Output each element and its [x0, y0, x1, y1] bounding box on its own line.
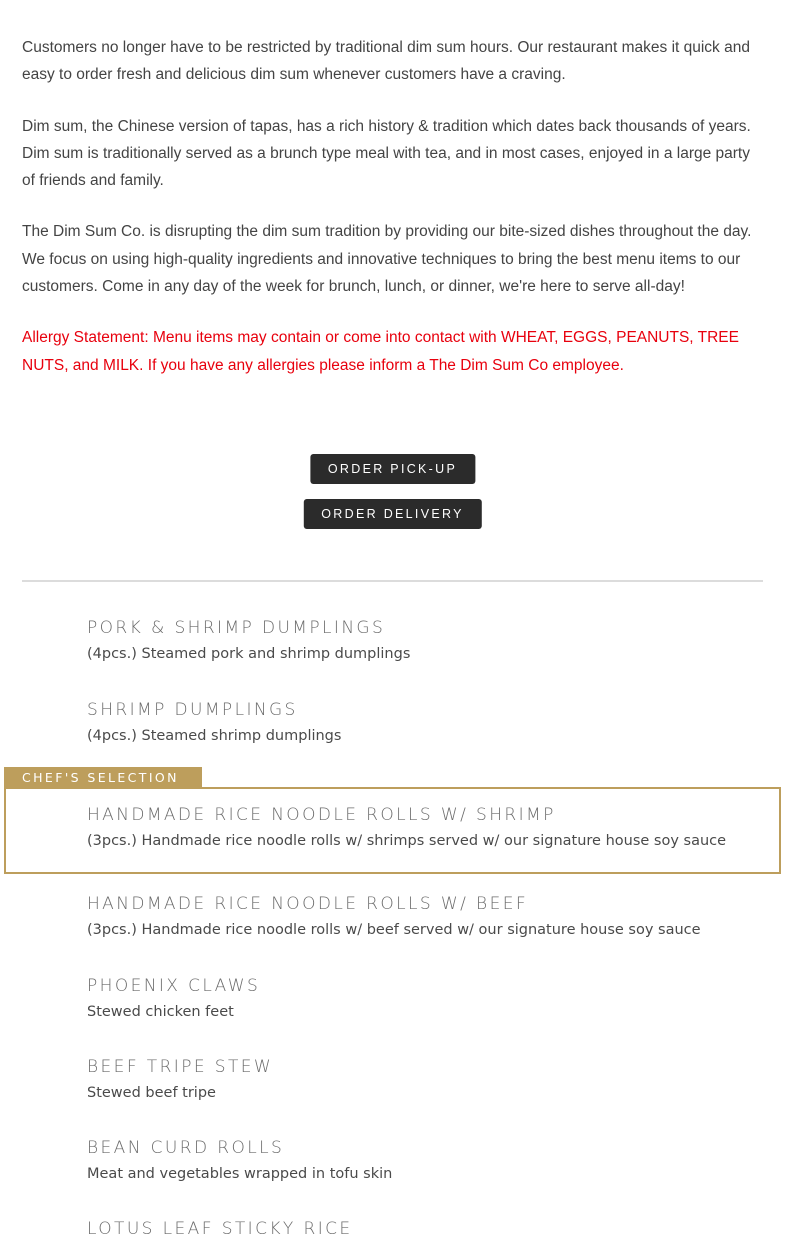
menu-item-name: PHOENIX CLAWS: [87, 976, 261, 996]
menu-item-description: (4pcs.) Steamed shrimp dumplings: [87, 728, 342, 744]
menu-item-name: LOTUS LEAF STICKY RICE: [87, 1219, 353, 1239]
chefs-selection-badge: CHEF'S SELECTION: [4, 767, 202, 788]
menu-item[interactable]: [87, 892, 767, 941]
menu-item-name: HANDMADE RICE NOODLE ROLLS W/ BEEF: [87, 894, 529, 914]
menu-item[interactable]: [87, 1136, 767, 1185]
menu-item-description: (3pcs.) Handmade rice noodle rolls w/ beef served w/ our signature house soy sauce: [87, 922, 701, 938]
menu-item[interactable]: [87, 1217, 767, 1241]
menu-item[interactable]: [87, 974, 767, 1023]
menu-item-name: HANDMADE RICE NOODLE ROLLS W/ SHRIMP: [87, 805, 556, 825]
menu-item-description: (4pcs.) Steamed pork and shrimp dumplings: [87, 646, 411, 662]
menu-item[interactable]: [87, 616, 767, 665]
intro-section: [22, 34, 762, 403]
menu-item-description: (3pcs.) Handmade rice noodle rolls w/ shrimps served w/ our signature house soy sauce: [87, 833, 727, 849]
menu-item-name: BEEF TRIPE STEW: [87, 1057, 274, 1077]
menu-item-name: SHRIMP DUMPLINGS: [87, 700, 298, 720]
menu-item-name: PORK & SHRIMP DUMPLINGS: [87, 618, 386, 638]
order-pickup-button[interactable]: ORDER PICK-UP: [310, 454, 475, 484]
intro-paragraph-history: Dim sum, the Chinese version of tapas, has a rich history & tradition which dates back thousands of years. Dim sum is traditionally served as a brunch type meal with tea, and in most cases, enjoyed in a large party of friends and family.: [22, 117, 751, 190]
menu-item-description: Stewed chicken feet: [87, 1004, 234, 1020]
intro-paragraph-mission: The Dim Sum Co. is disrupting the dim sum tradition by providing our bite-sized dishes throughout the day. We focus on using high-quality ingredients and innovative techniques to bring the best menu items to our customers. Come in any day of the week for brunch, lunch, or dinner, we're here to serve all-day!: [22, 223, 752, 296]
menu-item[interactable]: [87, 698, 767, 747]
menu-item[interactable]: [87, 1055, 767, 1104]
menu-item-description: Stewed beef tripe: [87, 1085, 216, 1101]
section-divider: [22, 580, 763, 582]
intro-paragraph-hours: Customers no longer have to be restricted by traditional dim sum hours. Our restaurant makes it quick and easy to order fresh and delicious dim sum whenever customers have a craving.: [22, 39, 750, 84]
menu-item-name: BEAN CURD ROLLS: [87, 1138, 285, 1158]
menu-item-description: Meat and vegetables wrapped in tofu skin: [87, 1166, 393, 1182]
menu-item-featured[interactable]: [87, 803, 767, 852]
allergy-statement: Allergy Statement: Menu items may contain or come into contact with WHEAT, EGGS, PEANUTS, TREE NUTS, and MILK. If you have any allergies please inform a The Dim Sum Co employee.: [22, 329, 739, 374]
order-delivery-button[interactable]: ORDER DELIVERY: [303, 499, 481, 529]
